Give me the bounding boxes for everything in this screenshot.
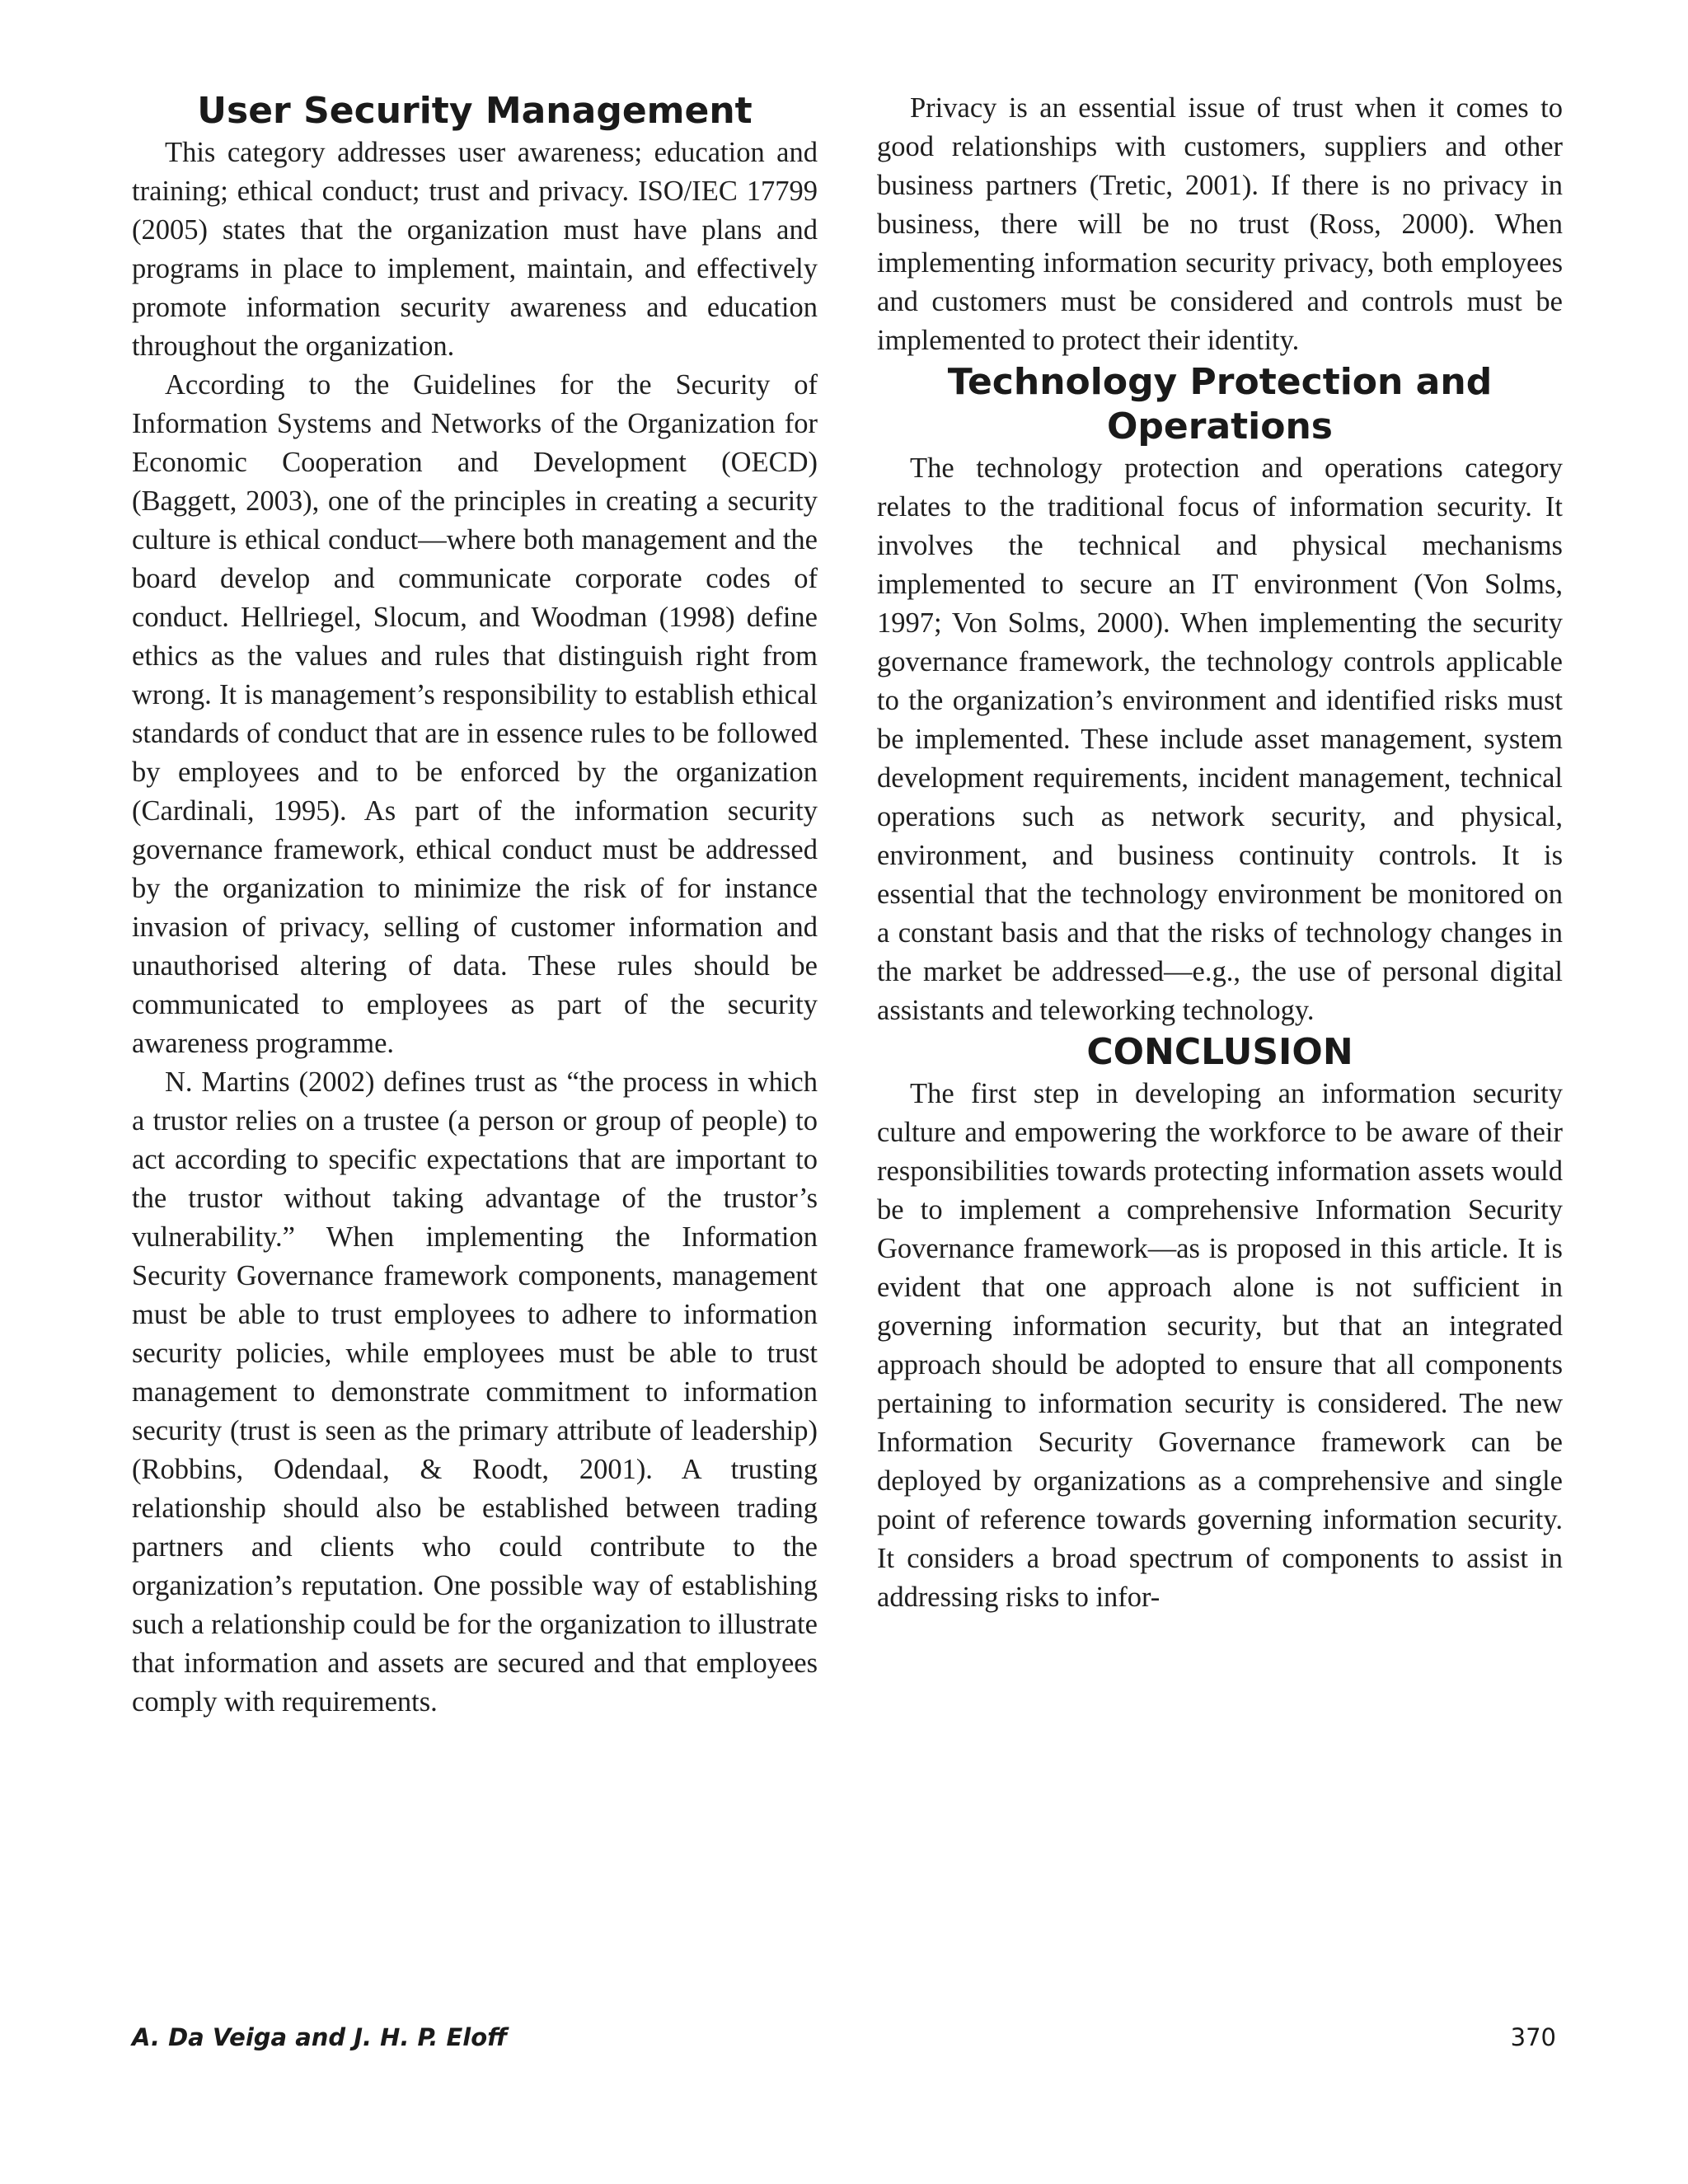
page-footer [132,2023,1556,2056]
paragraph-privacy: Privacy is an essential issue of trust when it comes to good relationships with customers, suppliers and other business partners (Tretic, 2001). If there is no privacy in business, there will be no trust (Ross, 2000). When implementing information security privacy, both employees and customers must be considered and controls must be implemented to protect their identity. [877,92,1563,356]
paragraph-user-awareness: This category addresses user awareness; education and training; ethical conduct; trust and privacy. ISO/IEC 17799 (2005) states that the organization must have plans and programs in place to implement, maintain, and effectively promote information security awareness and education throughout the organization. [132,137,818,362]
section-heading-technology: Technology Protection and Operations [947,361,1493,448]
left-column [132,89,818,1722]
right-column [877,89,1563,1617]
section-heading-conclusion: CONCLUSION [1086,1031,1353,1073]
paragraph-trust: N. Martins (2002) defines trust as “the process in which a trustor relies on a trustee (a person or group of people) to act according to specific expectations that are important to the trustor without taking advantage of the trustor’s vulnerability.” When implementing the Information Security Governance framework components, management must be able to trust employees to adhere to information security policies, while employees must be able to trust management to demonstrate commitment to information security (trust is seen as the primary attribute of leadership) (Robbins, Odendaal, & Roodt, 2001). A trusting relationship should also be established between trading partners and clients who could contribute to the organization’s reputation. One possible way of establishing such a relationship could be for the organization to illustrate that information and assets are secured and that employees comply with requirements. [132,1066,818,1718]
footer-authors: A. Da Veiga and J. H. P. Eloff [132,2023,508,2051]
paragraph-conclusion: The first step in developing an information security culture and empowering the workforce to be aware of their responsibilities towards protecting information assets would be to implement a comprehensive Information Security Governance framework—as is proposed in this article. It is evident that one approach alone is not sufficient in governing information security, but that an integrated approach should be adopted to ensure that all components pertaining to information security is considered. The new Information Security Governance framework can be deployed by organizations as a comprehensive and single point of reference towards governing information security. It considers a broad spectrum of components to assist in addressing risks to infor- [877,1078,1563,1613]
paragraph-technology: The technology protection and operations category relates to the traditional focus of information security. It involves the technical and physical mechanisms implemented to secure an IT environment (Von Solms, 1997; Von Solms, 2000). When implementing the security governance framework, the technology controls applicable to the organization’s environment and identified risks must be implemented. These include asset management, system development requirements, incident management, technical operations such as network security, and physical, environment, and business continuity controls. It is essential that the technology environment be monitored on a constant basis and that the risks of technology changes in the market be addressed—e.g., the use of personal digital assistants and teleworking technology. [877,452,1563,1026]
paragraph-ethical-conduct: According to the Guidelines for the Security of Information Systems and Networks of the Organization for Economic Cooperation and Development (OECD) (Baggett, 2003), one of the principles in creating a security culture is ethical conduct—where both management and the board develop and communicate corporate codes of conduct. Hellriegel, Slocum, and Woodman (1998) define ethics as the values and rules that distinguish right from wrong. It is management’s responsibility to establish ethical standards of conduct that are in essence rules to be followed by employees and to be enforced by the organization (Cardinali, 1995). As part of the information security governance framework, ethical conduct must be addressed by the organization to minimize the risk of for instance invasion of privacy, selling of customer information and unauthorised altering of data. These rules should be communicated to employees as part of the security awareness programme. [132,369,818,1059]
page-number: 370 [1510,2023,1556,2051]
section-heading-user-security: User Security Management [197,90,753,132]
